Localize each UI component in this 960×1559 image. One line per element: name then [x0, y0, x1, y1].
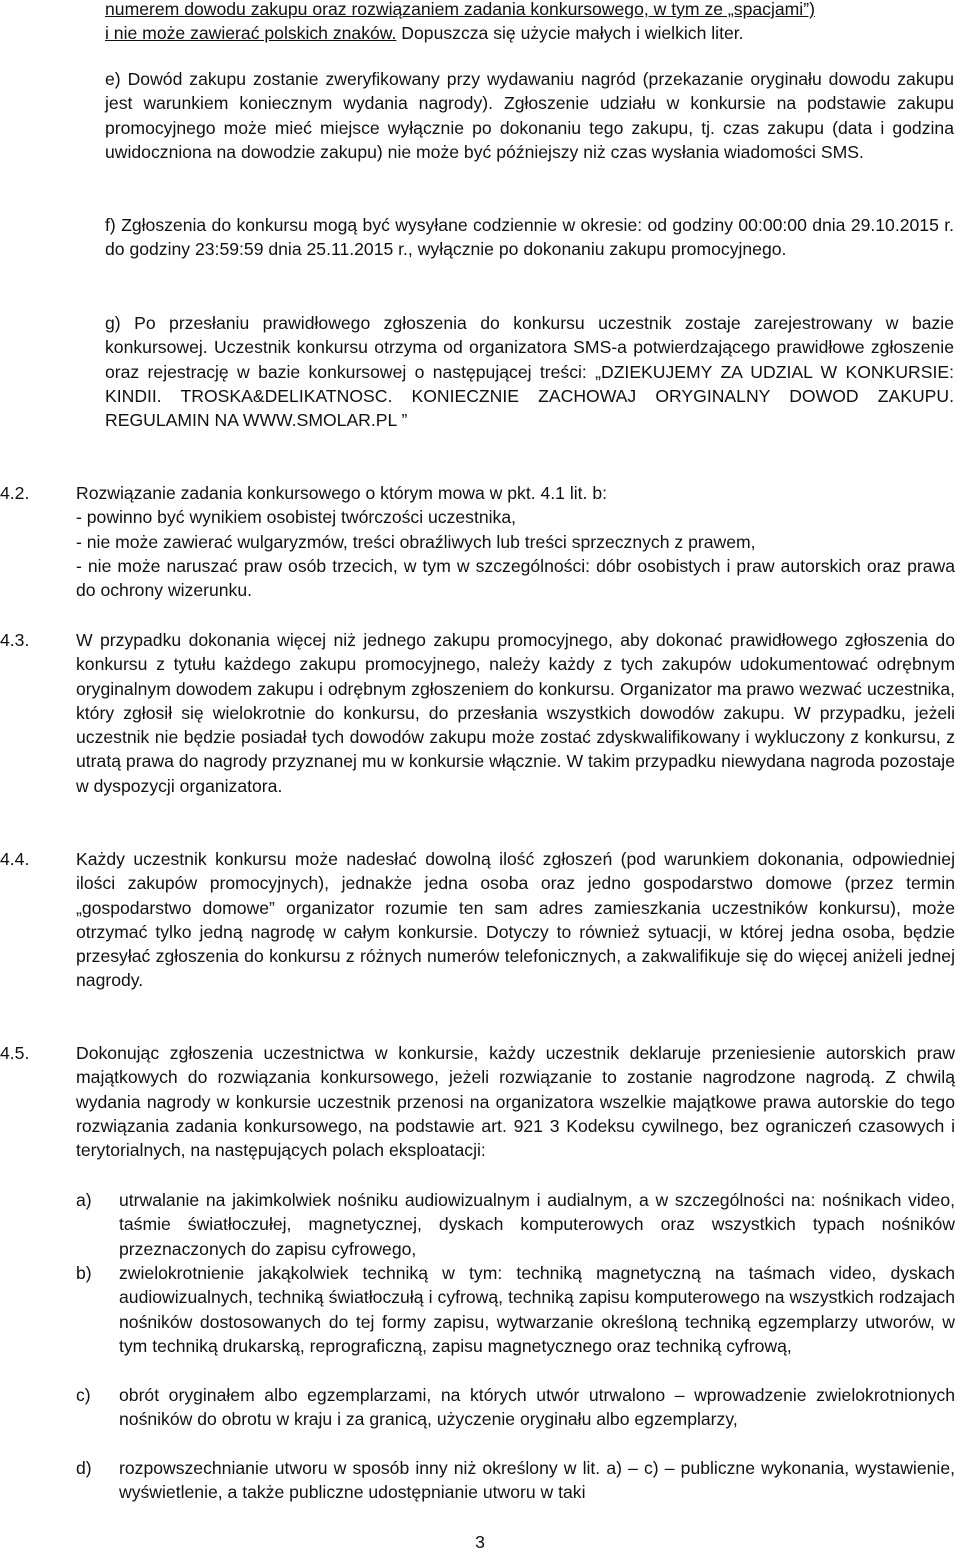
- list-marker: a): [76, 1190, 92, 1210]
- list-item: - powinno być wynikiem osobistej twórczości uczestnika,: [76, 507, 517, 528]
- section-number: 4.5.: [0, 1043, 30, 1063]
- paragraph-e: e) Dowód zakupu zostanie zweryfikowany przy wydawaniu nagród (przekazanie oryginału dowodu zakupu jest warunkiem koniecznym wydania nagrody). Zgłoszenie udziału w konkursie na podstawie zakupu promocyjnego może mieć miejsce wyłącznie po dokonaniu tego zakupu, tj. czas zakupu (data i godzina uwidoczniona na dowodzie zakupu) nie może być późniejszy niż czas wysłania wiadomości SMS.: [105, 69, 954, 162]
- plain-text: Dopuszcza się użycie małych i wielkich liter.: [396, 23, 744, 44]
- list-item: - nie może naruszać praw osób trzecich, w tym w szczególności: dóbr osobistych i praw autorskich oraz prawa do ochrony wizerunku.: [76, 555, 955, 601]
- paragraph-g: g) Po przesłaniu prawidłowego zgłoszenia do konkursu uczestnik zostaje zarejestrowany w bazie konkursowej. Uczestnik konkursu otrzyma od organizatora SMS-a potwierdzającego prawidłowe zgłoszenie oraz rejestrację w bazie konkursowej o następującej treści: „DZIEKUJEMY ZA UDZIAL W KONKURSIE: KINDII. TROSKA&DELIKATNOSC. KONIECZNIE ZACHOWAJ ORYGINALNY DOWOD ZAKUPU. REGULAMIN NA WWW.SMOLAR.PL ”: [105, 313, 954, 431]
- section-4-3-text: W przypadku dokonania więcej niż jednego zakupu promocyjnego, aby dokonać prawidłowego zgłoszenia do konkursu z tytułu każdego zakupu promocyjnego, należy każdy z tych zakupów udokumentować odrębnym oryginalnym dowodem zakupu i odrębnym zgłoszeniem do konkursu. Organizator ma prawo wezwać uczestnika, który zgłosił się wielokrotnie do konkursu, do przesłania wszystkich dowodów zakupu. W przypadku, jeżeli uczestnik nie będzie posiadał tych dowodów zakupu może zostać zdyskwalifikowany i wykluczony z konkursu, z utratą prawa do nagrody przyznanej mu w konkursie włącznie. W takim przypadku niewydana nagroda pozostaje w dyspozycji organizatora.: [76, 630, 955, 796]
- section-4-2-intro: Rozwiązanie zadania konkursowego o którym mowa w pkt. 4.1 lit. b:: [76, 483, 607, 503]
- section-number: 4.3.: [0, 630, 30, 650]
- section-number: 4.4.: [0, 849, 30, 869]
- list-item: - nie może zawierać wulgaryzmów, treści obraźliwych lub treści sprzecznych z prawem,: [76, 531, 756, 552]
- underlined-text: numerem dowodu zakupu oraz rozwiązaniem zadania konkursowego, w tym ze „spacjami”): [105, 0, 815, 19]
- page-number: 3: [475, 1532, 485, 1552]
- section-4-5-text: Dokonując zgłoszenia uczestnictwa w konkursie, każdy uczestnik deklaruje przeniesienie autorskich praw majątkowych do rozwiązania konkursowego, jeżeli rozwiązanie to zostanie nagrodzone nagrodą. Z chwilą wydania nagrody w konkursie uczestnik przenosi na organizatora wszelkie majątkowe prawa autorskie do tego rozwiązania zadania konkursowego, na podstawie art. 921 3 Kodeksu cywilnego, bez ograniczeń czasowych i terytorialnych, na następujących polach eksploatacji:: [76, 1043, 955, 1161]
- section-number: 4.2.: [0, 483, 30, 503]
- list-marker: d): [76, 1458, 92, 1478]
- list-item-text: obrót oryginałem albo egzemplarzami, na których utwór utrwalono – wprowadzenie zwielokrotnionych nośników do obrotu w kraju i za granicą, użyczenie oryginału albo egzemplarzy,: [119, 1385, 955, 1430]
- list-item-text: utrwalanie na jakimkolwiek nośniku audiowizualnym i audialnym, a w szczególności na: nośnikach video, taśmie światłoczułej, magnetycznej, dyskach komputerowych oraz wszystkich typach nośników przeznaczonych do zapisu cyfrowego,: [119, 1190, 955, 1259]
- paragraph-f: f) Zgłoszenia do konkursu mogą być wysyłane codziennie w okresie: od godziny 00:00:00 dnia 29.10.2015 r. do godziny 23:59:59 dnia 25.11.2015 r., wyłącznie po dokonaniu zakupu promocyjnego.: [105, 215, 954, 260]
- list-item-text: rozpowszechnianie utworu w sposób inny niż określony w lit. a) – c) – publiczne wykonania, wystawienie, wyświetlenie, a także publiczne udostępnianie utworu w taki: [119, 1458, 955, 1503]
- list-marker: b): [76, 1263, 92, 1283]
- continuation-line-1: [105, 0, 954, 21]
- underlined-text: i nie może zawierać polskich znaków.: [105, 23, 397, 44]
- list-item-text: zwielokrotnienie jakąkolwiek techniką w tym: techniką magnetyczną na taśmach video, dyskach audiowizualnych, techniką światłoczułą i cyfrową, techniką zapisu komputerowego na wszystkich rodzajach nośników dostosowanych do tej formy zapisu, wytwarzanie określoną techniką egzemplarzy utworów, w tym techniką drukarską, reprograficzną, zapisu magnetycznego oraz techniką cyfrową,: [119, 1263, 955, 1356]
- list-marker: c): [76, 1385, 91, 1405]
- continuation-text: [105, 0, 954, 46]
- continuation-line-2: [105, 21, 954, 45]
- section-4-4-text: Każdy uczestnik konkursu może nadesłać dowolną ilość zgłoszeń (pod warunkiem dokonania, odpowiedniej ilości zakupów promocyjnych), jednakże jedna osoba oraz jedno gospodarstwo domowe (przez termin „gospodarstwo domowe” organizator rozumie ten sam adres zamieszkania uczestników konkursu), może otrzymać tylko jedną nagrodę w całym konkursie. Dotyczy to również sytuacji, w której jedna osoba, będzie przesyłać zgłoszenia do konkursu z różnych numerów telefonicznych, a zakwalifikuje się do więcej aniżeli jednej nagrody.: [76, 849, 955, 991]
- section-4-2-text: [76, 481, 955, 602]
